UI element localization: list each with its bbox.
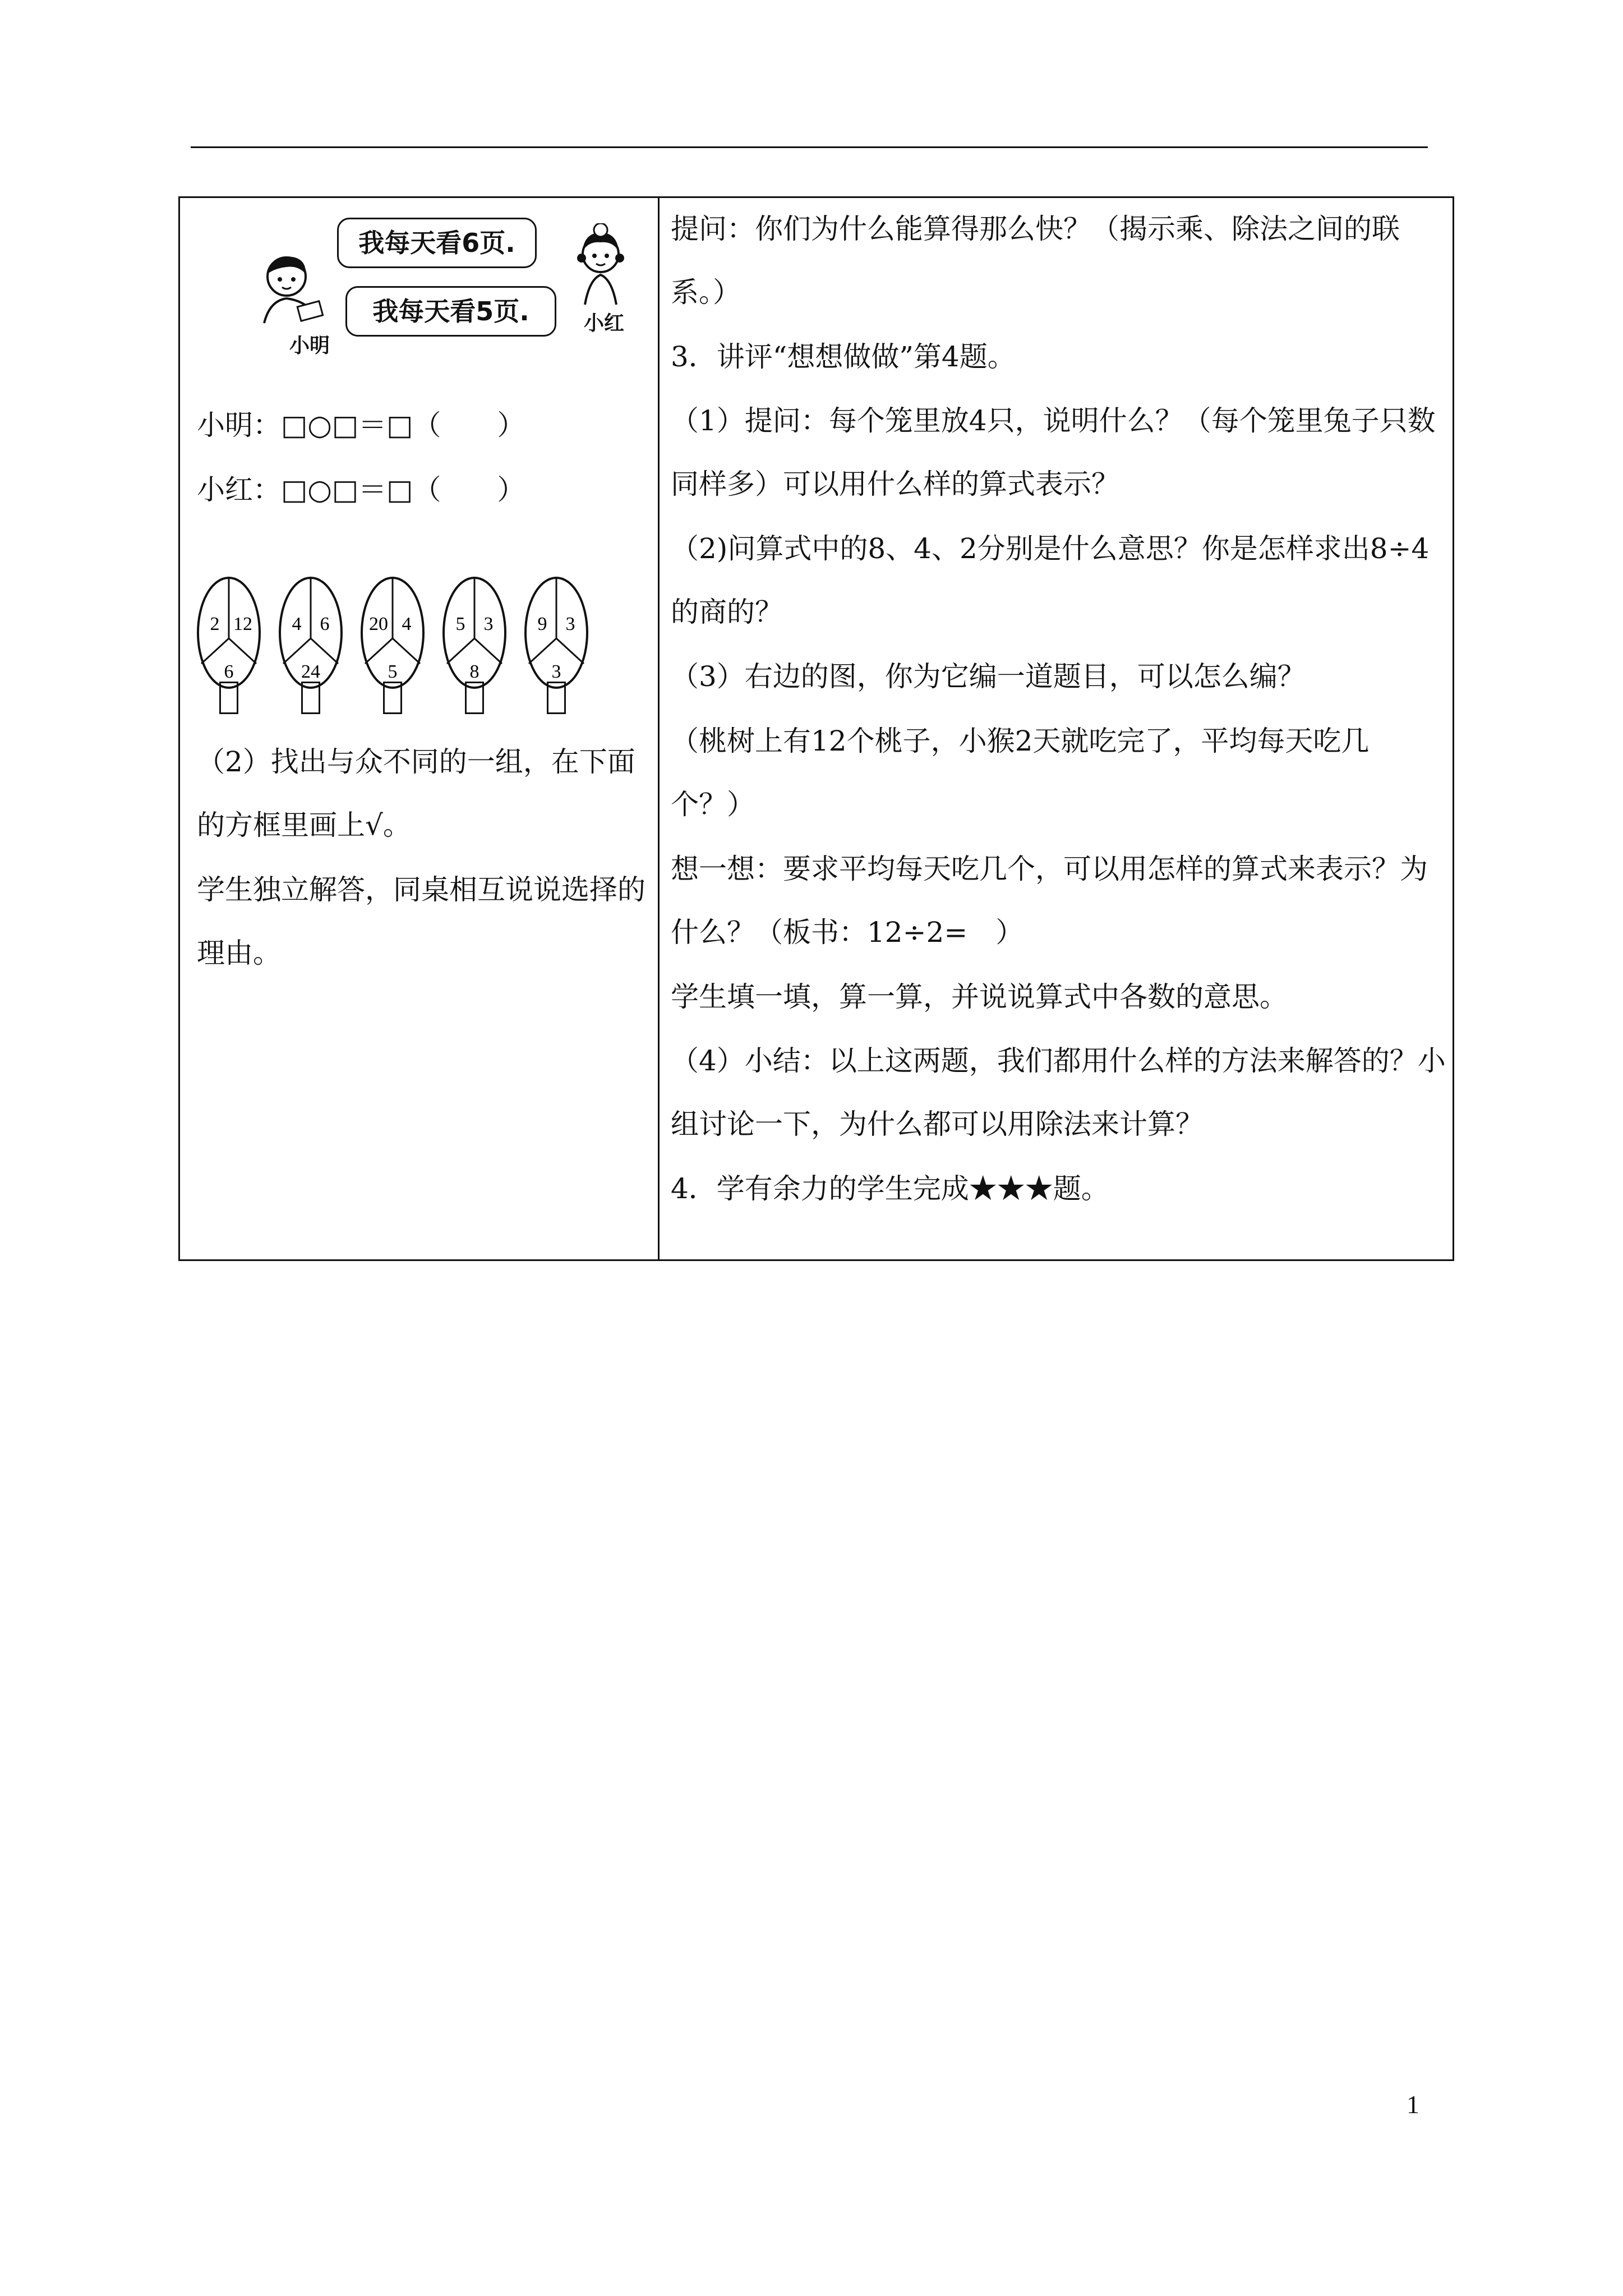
text-line: 什么？（板书：12÷2= ） [671,916,1024,949]
reading-kids-illustration [236,212,651,358]
paragraph-line: （2）找出与众不同的一组，在下面 [197,746,635,778]
circle-number-top-right: 4 [402,614,412,634]
circle-number-top-right: 3 [565,614,575,634]
circle-number-top-left: 4 [292,614,302,634]
number-circle [444,578,505,688]
text-line: 提问：你们为什么能算得那么快？（揭示乘、除法之间的联 [671,213,1400,245]
number-circle [362,578,423,688]
equation-xiaoming: 小明：□○□＝□（ ） [197,409,525,441]
header-rule [191,146,1428,148]
boy-figure [253,251,331,324]
left-cell [197,209,645,1247]
paragraph-line: 理由。 [197,937,281,969]
circle-number-bottom: 24 [301,661,320,682]
circle-number-bottom: 8 [469,661,479,682]
answer-box[interactable] [547,682,566,714]
text-line: 4．学有余力的学生完成★★★题。 [671,1172,1109,1205]
text-line: 个？） [671,788,755,821]
paragraph-line: 学生独立解答，同桌相互说说选择的 [197,873,645,906]
text-line: 的商的？ [671,596,783,628]
text-line: 同样多）可以用什么样的算式表示？ [671,468,1119,500]
girl-figure [567,223,634,307]
circle-number-bottom: 5 [388,661,398,682]
circle-number-top-left: 2 [210,614,220,634]
number-circle [280,578,342,688]
circle-number-top-right: 6 [320,614,330,634]
answer-boxes-row [197,682,645,726]
answer-box[interactable] [219,682,238,714]
answer-box[interactable] [383,682,402,714]
text-line: 组讨论一下，为什么都可以用除法来计算？ [671,1108,1204,1140]
speech-bubble-xiaoming: 我每天看6页. [337,218,537,268]
text-line: 想一想：要求平均每天吃几个，可以用怎样的算式来表示？为 [671,853,1428,885]
text-line: （1）提问：每个笼里放4只，说明什么？（每个笼里兔子只数 [671,404,1436,437]
column-divider [658,198,660,1259]
label-xiaoming: 小明 [289,334,330,357]
text-line: 系。） [671,276,741,309]
text-line: （桃树上有12个桃子，小猴2天就吃完了，平均每天吃几 [671,725,1370,757]
number-circle [525,578,587,688]
circle-number-top-right: 3 [483,614,494,634]
page-number: 1 [1407,2090,1419,2119]
circle-number-top-left: 20 [369,614,388,634]
answer-box[interactable] [301,682,320,714]
circle-number-top-left: 5 [455,614,465,634]
text-line: 3．讲评“想想做做”第4题。 [671,341,1016,373]
circle-number-top-left: 9 [537,614,547,634]
speech-bubble-xiaohong: 我每天看5页. [345,286,556,337]
lesson-table [178,196,1454,1261]
answer-box[interactable] [465,682,484,714]
right-cell [671,209,1445,1247]
text-line: 学生填一填，算一算，并说说算式中各数的意思。 [671,981,1288,1013]
text-line: （3）右边的图，你为它编一道题目，可以怎么编？ [671,660,1306,693]
text-line: （4）小结：以上这两题，我们都用什么样的方法来解答的？小 [671,1045,1446,1077]
paragraph-line: 的方框里画上√。 [197,809,411,841]
circle-number-bottom: 6 [224,661,234,682]
circle-number-top-right: 12 [233,614,252,634]
label-xiaohong: 小红 [584,312,625,335]
circle-number-bottom: 3 [551,661,561,682]
number-circle [198,578,260,688]
text-line: （2)问算式中的8、4、2分别是什么意思？你是怎样求出8÷4 [671,532,1430,565]
equation-xiaohong: 小红：□○□＝□（ ） [197,473,525,506]
